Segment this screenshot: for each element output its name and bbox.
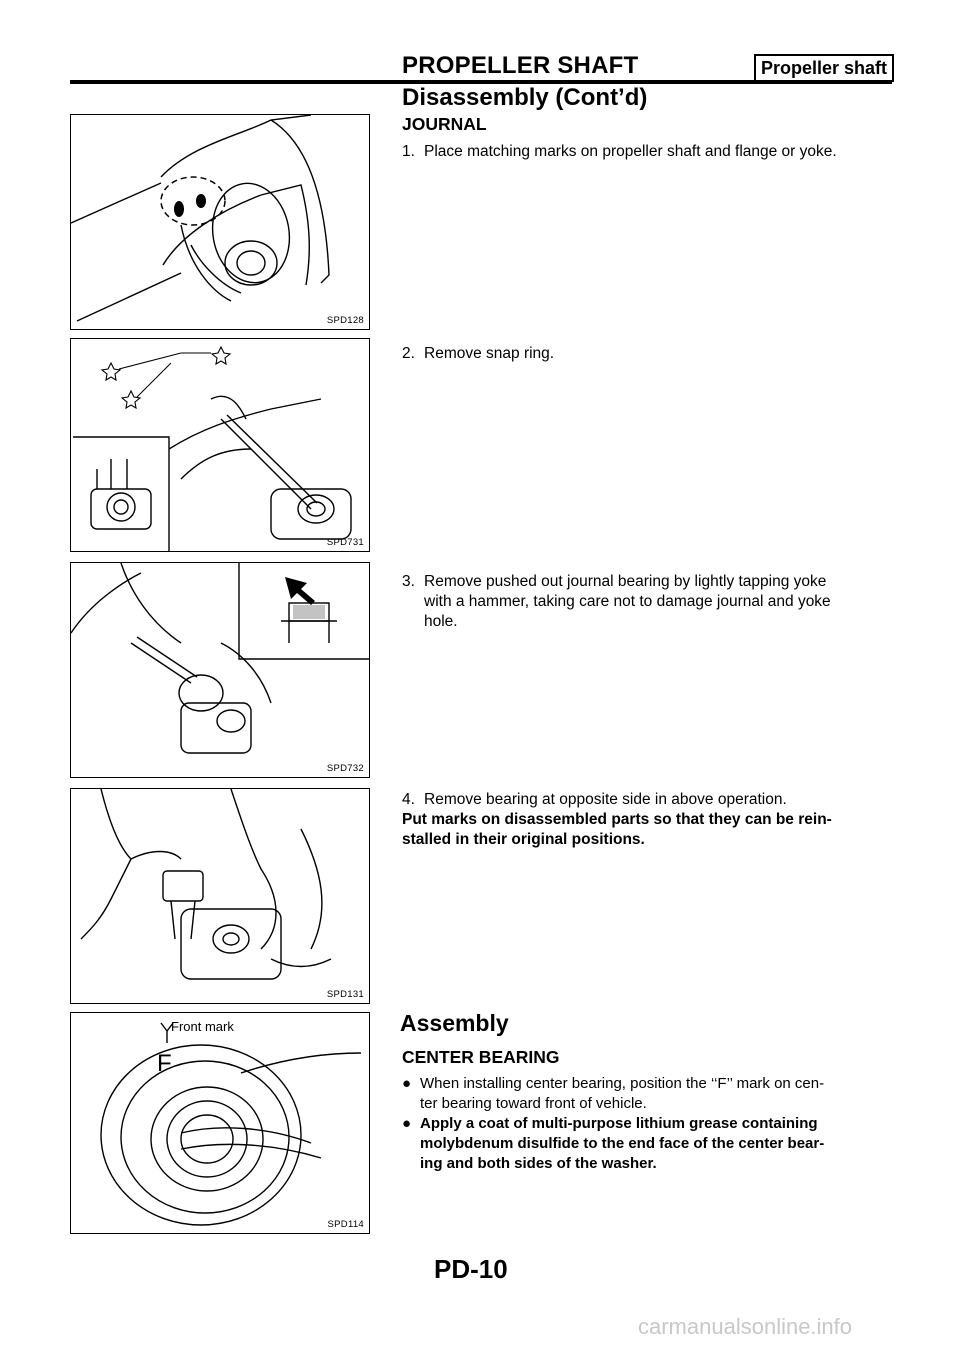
- section-title: Disassembly (Cont’d): [402, 84, 648, 111]
- figure-spd732: [70, 562, 370, 778]
- figure-label: SPD732: [326, 763, 364, 774]
- bullet-icon: ●: [402, 1115, 412, 1132]
- step-3: [402, 572, 892, 632]
- step-1: [402, 142, 892, 162]
- step-text-line-2: with a hammer, taking care not to damage journal and yoke: [424, 593, 831, 610]
- figure-spd128: [70, 114, 370, 330]
- front-mark-callout: Front mark: [171, 1019, 234, 1034]
- header-tag: Propeller shaft: [754, 54, 894, 82]
- step-number: 2.: [402, 345, 415, 362]
- step-number: 4.: [402, 791, 415, 808]
- f-letter-mark: F: [157, 1050, 172, 1077]
- hammer-tapping-illustration: [71, 563, 369, 777]
- watermark: carmanualsonline.info: [638, 1314, 853, 1339]
- figure-label: SPD128: [326, 315, 364, 326]
- assembly-heading: Assembly: [400, 1010, 509, 1036]
- bullet-text-line-2: molybdenum disulfide to the end face of the center bear-: [420, 1135, 825, 1152]
- figure-spd131: [70, 788, 370, 1004]
- shaft-flange-illustration: [71, 115, 369, 329]
- step-number: 1.: [402, 143, 415, 160]
- bullet-text-line-1: Apply a coat of multi-purpose lithium grease containing: [420, 1115, 818, 1132]
- center-bearing-heading: CENTER BEARING: [402, 1047, 560, 1067]
- note-line-2: stalled in their original positions.: [402, 831, 645, 848]
- step-text: Place matching marks on propeller shaft and flange or yoke.: [424, 143, 837, 160]
- assembly-bullets: [402, 1074, 892, 1174]
- note-line-1: Put marks on disassembled parts so that they can be rein-: [402, 811, 832, 828]
- page-number: PD-10: [434, 1254, 508, 1284]
- bullet-item: [402, 1074, 892, 1114]
- bullet-icon: ●: [402, 1075, 412, 1092]
- step-number: 3.: [402, 573, 415, 590]
- bullet-item: [402, 1114, 892, 1174]
- center-bearing-illustration: [71, 1013, 369, 1233]
- step-text: Remove bearing at opposite side in above operation.: [424, 791, 787, 808]
- step-text: Remove snap ring.: [424, 345, 555, 362]
- snap-ring-removal-illustration: [71, 339, 369, 551]
- figure-spd114: [70, 1012, 370, 1234]
- step-2: [402, 344, 892, 364]
- bearing-removal-illustration: [71, 789, 369, 1003]
- figure-spd731: [70, 338, 370, 552]
- step-text-line-3: hole.: [424, 613, 458, 630]
- bullet-text-line-1: When installing center bearing, position the ‘‘F’’ mark on cen-: [420, 1075, 825, 1092]
- figure-label: SPD114: [327, 1219, 364, 1230]
- figure-label: SPD131: [326, 989, 364, 1000]
- bullet-text-line-2: ter bearing toward front of vehicle.: [420, 1095, 647, 1112]
- step-4: [402, 790, 892, 850]
- step-text-line-1: Remove pushed out journal bearing by lightly tapping yoke: [424, 573, 827, 590]
- journal-heading: JOURNAL: [402, 114, 487, 134]
- header-title: PROPELLER SHAFT: [402, 52, 639, 79]
- figure-label: SPD731: [326, 537, 364, 548]
- bullet-text-line-3: ing and both sides of the washer.: [420, 1155, 657, 1172]
